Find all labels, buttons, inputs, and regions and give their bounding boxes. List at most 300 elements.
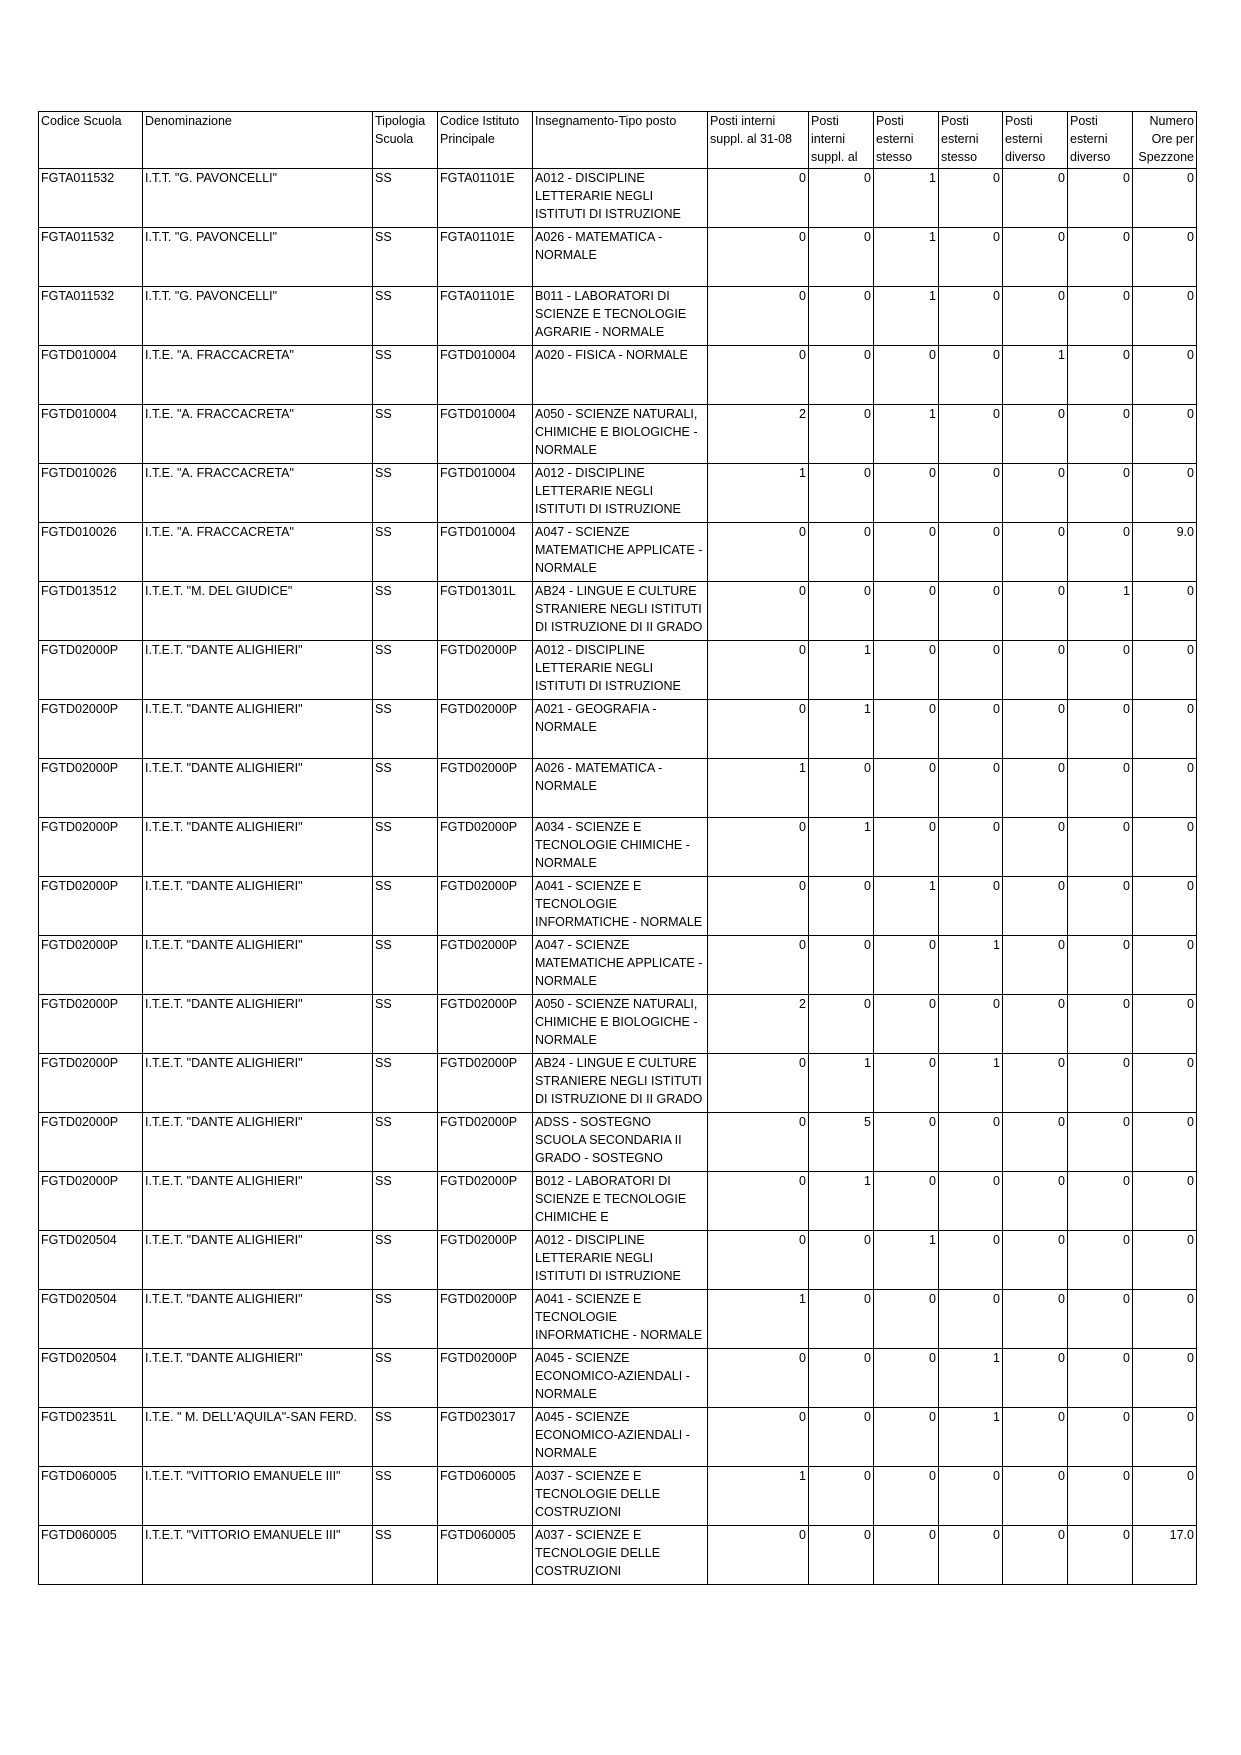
cell-text: FGTA011532	[41, 230, 115, 244]
cell-esterni3: 0	[1003, 582, 1068, 641]
cell-text: FGTD010004	[41, 407, 117, 421]
cell-text: I.T.E. "A. FRACCACRETA"	[145, 407, 294, 421]
cell-tipologia	[373, 1172, 438, 1231]
cell-text: I.T.T. "G. PAVONCELLI"	[145, 289, 278, 303]
cell-codice	[39, 169, 143, 228]
cell-istituto	[438, 1113, 533, 1172]
cell-text: FGTD02000P	[41, 879, 119, 893]
cell-esterni1: 0	[874, 818, 939, 877]
cell-ore: 0	[1133, 1349, 1197, 1408]
column-header-codice: Codice Scuola	[39, 112, 143, 169]
cell-text: FGTD02000P	[41, 1056, 119, 1070]
cell-text: I.T.E.T. "DANTE ALIGHIERI"	[145, 643, 303, 657]
cell-text: A037 - SCIENZE E TECNOLOGIE DELLE COSTRUZIONI	[535, 1469, 661, 1519]
cell-text: FGTD010026	[41, 466, 117, 480]
cell-text: FGTD02000P	[41, 702, 119, 716]
cell-text: FGTD02000P	[440, 1174, 518, 1188]
cell-text: FGTA011532	[41, 289, 115, 303]
cell-istituto	[438, 1054, 533, 1113]
cell-text: A050 - SCIENZE NATURALI, CHIMICHE E BIOLOGICHE - NORMALE	[535, 997, 698, 1047]
cell-esterni2: 1	[939, 1408, 1003, 1467]
cell-text: SS	[375, 938, 392, 952]
cell-text: FGTD020504	[41, 1351, 117, 1365]
cell-text: FGTD02000P	[440, 997, 518, 1011]
cell-interniSuppl: 0	[809, 346, 874, 405]
cell-esterni1: 1	[874, 287, 939, 346]
cell-insegnamento	[533, 759, 708, 818]
cell-interni3108: 0	[708, 936, 809, 995]
cell-text: FGTD02000P	[440, 761, 518, 775]
cell-interniSuppl: 0	[809, 169, 874, 228]
cell-interni3108: 0	[708, 1172, 809, 1231]
cell-esterni1: 0	[874, 641, 939, 700]
cell-esterni3: 0	[1003, 464, 1068, 523]
cell-esterni2: 1	[939, 1349, 1003, 1408]
cell-esterni3: 0	[1003, 169, 1068, 228]
cell-text: FGTD02000P	[440, 1351, 518, 1365]
cell-text: I.T.E.T. "VITTORIO EMANUELE III"	[145, 1528, 341, 1542]
cell-istituto	[438, 818, 533, 877]
cell-text: FGTD02000P	[41, 1115, 119, 1129]
cell-denominazione	[143, 1408, 373, 1467]
cell-esterni2: 0	[939, 1113, 1003, 1172]
cell-esterni4: 0	[1068, 287, 1133, 346]
cell-denominazione	[143, 1113, 373, 1172]
cell-insegnamento	[533, 936, 708, 995]
cell-esterni4: 0	[1068, 1113, 1133, 1172]
column-header-tipologia: Tipologia Scuola	[373, 112, 438, 169]
cell-text: A012 - DISCIPLINE LETTERARIE NEGLI ISTITUTI DI ISTRUZIONE	[535, 643, 681, 693]
cell-insegnamento	[533, 346, 708, 405]
cell-denominazione	[143, 1467, 373, 1526]
table-row	[39, 995, 1197, 1054]
cell-denominazione	[143, 700, 373, 759]
cell-text: SS	[375, 997, 392, 1011]
cell-ore: 9.0	[1133, 523, 1197, 582]
cell-insegnamento	[533, 464, 708, 523]
table-row	[39, 582, 1197, 641]
cell-ore: 0	[1133, 1408, 1197, 1467]
cell-text: I.T.E.T. "DANTE ALIGHIERI"	[145, 1233, 303, 1247]
cell-interni3108: 0	[708, 700, 809, 759]
cell-interni3108: 0	[708, 228, 809, 287]
cell-esterni1: 0	[874, 1054, 939, 1113]
cell-text: A050 - SCIENZE NATURALI, CHIMICHE E BIOLOGICHE - NORMALE	[535, 407, 698, 457]
cell-interni3108: 1	[708, 759, 809, 818]
cell-interniSuppl: 1	[809, 641, 874, 700]
cell-esterni2: 0	[939, 523, 1003, 582]
cell-interni3108: 0	[708, 1231, 809, 1290]
cell-esterni2: 0	[939, 818, 1003, 877]
cell-text: SS	[375, 1056, 392, 1070]
cell-codice	[39, 877, 143, 936]
cell-text: SS	[375, 820, 392, 834]
cell-esterni4: 0	[1068, 818, 1133, 877]
table-row	[39, 759, 1197, 818]
cell-esterni3: 0	[1003, 936, 1068, 995]
cell-tipologia	[373, 405, 438, 464]
cell-insegnamento	[533, 1054, 708, 1113]
cell-text: FGTD02000P	[41, 643, 119, 657]
cell-interniSuppl: 0	[809, 228, 874, 287]
cell-text: FGTD02000P	[440, 1292, 518, 1306]
cell-interni3108: 0	[708, 1526, 809, 1585]
cell-text: FGTA01101E	[440, 289, 515, 303]
table-row	[39, 641, 1197, 700]
cell-esterni4: 0	[1068, 405, 1133, 464]
cell-interni3108: 2	[708, 995, 809, 1054]
cell-istituto	[438, 1290, 533, 1349]
cell-istituto	[438, 700, 533, 759]
cell-codice	[39, 1172, 143, 1231]
cell-istituto	[438, 1349, 533, 1408]
cell-interni3108: 0	[708, 818, 809, 877]
cell-esterni3: 0	[1003, 1231, 1068, 1290]
cell-codice	[39, 936, 143, 995]
cell-insegnamento	[533, 641, 708, 700]
cell-text: SS	[375, 584, 392, 598]
cell-codice	[39, 759, 143, 818]
cell-denominazione	[143, 641, 373, 700]
cell-tipologia	[373, 1231, 438, 1290]
cell-esterni1: 0	[874, 1408, 939, 1467]
cell-interniSuppl: 5	[809, 1113, 874, 1172]
cell-istituto	[438, 641, 533, 700]
table-row	[39, 1231, 1197, 1290]
column-header-interni3108: Posti interni suppl. al 31-08	[708, 112, 809, 169]
cell-esterni1: 0	[874, 759, 939, 818]
cell-interni3108: 0	[708, 346, 809, 405]
table-row	[39, 464, 1197, 523]
cell-esterni4: 0	[1068, 169, 1133, 228]
cell-text: FGTA01101E	[440, 230, 515, 244]
cell-tipologia	[373, 228, 438, 287]
cell-interniSuppl: 0	[809, 936, 874, 995]
cell-codice	[39, 1290, 143, 1349]
cell-text: I.T.E. " M. DELL'AQUILA"-SAN FERD.	[145, 1410, 357, 1424]
cell-istituto	[438, 464, 533, 523]
cell-esterni4: 0	[1068, 700, 1133, 759]
cell-esterni1: 1	[874, 405, 939, 464]
cell-insegnamento	[533, 1231, 708, 1290]
cell-esterni4: 0	[1068, 464, 1133, 523]
cell-esterni3: 0	[1003, 700, 1068, 759]
cell-text: A026 - MATEMATICA - NORMALE	[535, 230, 663, 262]
cell-tipologia	[373, 1467, 438, 1526]
cell-codice	[39, 1054, 143, 1113]
cell-text: A047 - SCIENZE MATEMATICHE APPLICATE - NORMALE	[535, 938, 703, 988]
cell-text: SS	[375, 702, 392, 716]
cell-text: FGTD020504	[41, 1292, 117, 1306]
cell-text: SS	[375, 171, 392, 185]
cell-interniSuppl: 1	[809, 1172, 874, 1231]
cell-codice	[39, 1349, 143, 1408]
cell-esterni4: 0	[1068, 641, 1133, 700]
column-header-insegnamento: Insegnamento-Tipo posto	[533, 112, 708, 169]
cell-esterni1: 0	[874, 1172, 939, 1231]
cell-text: FGTD02000P	[440, 820, 518, 834]
cell-esterni1: 0	[874, 700, 939, 759]
cell-text: AB24 - LINGUE E CULTURE STRANIERE NEGLI ISTITUTI DI ISTRUZIONE DI II GRADO	[535, 1056, 703, 1106]
cell-text: SS	[375, 466, 392, 480]
cell-text: FGTD010026	[41, 525, 117, 539]
cell-codice	[39, 464, 143, 523]
cell-text: I.T.E. "A. FRACCACRETA"	[145, 525, 294, 539]
column-header-esterni2: Posti esterni stesso	[939, 112, 1003, 169]
cell-esterni3: 0	[1003, 1526, 1068, 1585]
cell-esterni2: 0	[939, 1467, 1003, 1526]
cell-text: I.T.T. "G. PAVONCELLI"	[145, 171, 278, 185]
cell-esterni3: 0	[1003, 1467, 1068, 1526]
cell-istituto	[438, 995, 533, 1054]
cell-esterni4: 0	[1068, 995, 1133, 1054]
cell-text: FGTD02351L	[41, 1410, 117, 1424]
cell-esterni2: 0	[939, 582, 1003, 641]
cell-esterni1: 0	[874, 1349, 939, 1408]
cell-istituto	[438, 169, 533, 228]
cell-codice	[39, 995, 143, 1054]
cell-insegnamento	[533, 169, 708, 228]
cell-text: I.T.E.T. "DANTE ALIGHIERI"	[145, 702, 303, 716]
cell-ore: 0	[1133, 169, 1197, 228]
cell-esterni4: 0	[1068, 228, 1133, 287]
cell-text: I.T.T. "G. PAVONCELLI"	[145, 230, 278, 244]
cell-esterni2: 0	[939, 700, 1003, 759]
cell-text: FGTA011532	[41, 171, 115, 185]
cell-text: A045 - SCIENZE ECONOMICO-AZIENDALI - NORMALE	[535, 1351, 690, 1401]
cell-text: A012 - DISCIPLINE LETTERARIE NEGLI ISTITUTI DI ISTRUZIONE	[535, 466, 681, 516]
cell-text: A034 - SCIENZE E TECNOLOGIE CHIMICHE - NORMALE	[535, 820, 690, 870]
cell-text: FGTD02000P	[440, 1115, 518, 1129]
cell-text: I.T.E.T. "DANTE ALIGHIERI"	[145, 1292, 303, 1306]
cell-tipologia	[373, 995, 438, 1054]
table-row	[39, 1467, 1197, 1526]
cell-interniSuppl: 1	[809, 700, 874, 759]
cell-istituto	[438, 1231, 533, 1290]
cell-esterni2: 1	[939, 936, 1003, 995]
cell-denominazione	[143, 228, 373, 287]
cell-text: SS	[375, 407, 392, 421]
cell-text: FGTD060005	[440, 1469, 516, 1483]
cell-text: I.T.E. "A. FRACCACRETA"	[145, 348, 294, 362]
cell-insegnamento	[533, 287, 708, 346]
cell-text: I.T.E.T. "DANTE ALIGHIERI"	[145, 1056, 303, 1070]
cell-text: FGTD010004	[440, 466, 516, 480]
cell-text: A041 - SCIENZE E TECNOLOGIE INFORMATICHE - NORMALE	[535, 879, 703, 929]
cell-text: A012 - DISCIPLINE LETTERARIE NEGLI ISTITUTI DI ISTRUZIONE	[535, 1233, 681, 1283]
cell-esterni2: 0	[939, 169, 1003, 228]
cell-insegnamento	[533, 582, 708, 641]
cell-ore: 0	[1133, 464, 1197, 523]
cell-esterni4: 0	[1068, 936, 1133, 995]
cell-tipologia	[373, 169, 438, 228]
cell-esterni2: 0	[939, 228, 1003, 287]
cell-text: I.T.E.T. "DANTE ALIGHIERI"	[145, 938, 303, 952]
cell-istituto	[438, 228, 533, 287]
cell-ore: 0	[1133, 1054, 1197, 1113]
cell-esterni2: 0	[939, 1231, 1003, 1290]
cell-text: I.T.E.T. "M. DEL GIUDICE"	[145, 584, 293, 598]
cell-interniSuppl: 0	[809, 1290, 874, 1349]
cell-ore: 0	[1133, 700, 1197, 759]
cell-esterni1: 0	[874, 1113, 939, 1172]
cell-denominazione	[143, 1172, 373, 1231]
cell-ore: 0	[1133, 759, 1197, 818]
cell-codice	[39, 287, 143, 346]
cell-esterni3: 0	[1003, 1172, 1068, 1231]
cell-istituto	[438, 759, 533, 818]
cell-istituto	[438, 582, 533, 641]
cell-text: ADSS - SOSTEGNO SCUOLA SECONDARIA II GRADO - SOSTEGNO	[535, 1115, 682, 1165]
cell-interni3108: 1	[708, 1290, 809, 1349]
cell-ore: 17.0	[1133, 1526, 1197, 1585]
cell-insegnamento	[533, 1349, 708, 1408]
cell-ore: 0	[1133, 1467, 1197, 1526]
cell-esterni2: 0	[939, 1172, 1003, 1231]
cell-text: A041 - SCIENZE E TECNOLOGIE INFORMATICHE - NORMALE	[535, 1292, 703, 1342]
cell-text: SS	[375, 1410, 392, 1424]
cell-interni3108: 0	[708, 287, 809, 346]
cell-esterni3: 0	[1003, 287, 1068, 346]
cell-esterni1: 0	[874, 464, 939, 523]
cell-insegnamento	[533, 995, 708, 1054]
cell-ore: 0	[1133, 1172, 1197, 1231]
cell-tipologia	[373, 1113, 438, 1172]
cell-denominazione	[143, 523, 373, 582]
cell-istituto	[438, 405, 533, 464]
cell-codice	[39, 1231, 143, 1290]
cell-text: I.T.E. "A. FRACCACRETA"	[145, 466, 294, 480]
cell-codice	[39, 1467, 143, 1526]
cell-insegnamento	[533, 1290, 708, 1349]
cell-denominazione	[143, 995, 373, 1054]
table-row	[39, 346, 1197, 405]
cell-text: FGTD023017	[440, 1410, 516, 1424]
cell-interniSuppl: 0	[809, 877, 874, 936]
cell-codice	[39, 641, 143, 700]
cell-insegnamento	[533, 1408, 708, 1467]
cell-text: A021 - GEOGRAFIA - NORMALE	[535, 702, 657, 734]
cell-codice	[39, 1408, 143, 1467]
cell-text: FGTD02000P	[41, 997, 119, 1011]
cell-esterni1: 0	[874, 995, 939, 1054]
cell-esterni2: 0	[939, 759, 1003, 818]
cell-denominazione	[143, 1231, 373, 1290]
cell-denominazione	[143, 287, 373, 346]
cell-ore: 0	[1133, 877, 1197, 936]
cell-tipologia	[373, 1349, 438, 1408]
table-row	[39, 1349, 1197, 1408]
cell-denominazione	[143, 582, 373, 641]
cell-text: FGTD060005	[41, 1469, 117, 1483]
cell-interni3108: 2	[708, 405, 809, 464]
cell-interniSuppl: 0	[809, 759, 874, 818]
cell-esterni4: 0	[1068, 1290, 1133, 1349]
cell-text: A020 - FISICA - NORMALE	[535, 348, 688, 362]
cell-interni3108: 0	[708, 1408, 809, 1467]
cell-insegnamento	[533, 700, 708, 759]
cell-interni3108: 0	[708, 1054, 809, 1113]
cell-text: FGTD02000P	[41, 761, 119, 775]
cell-insegnamento	[533, 877, 708, 936]
cell-ore: 0	[1133, 641, 1197, 700]
cell-denominazione	[143, 1290, 373, 1349]
cell-text: A012 - DISCIPLINE LETTERARIE NEGLI ISTITUTI DI ISTRUZIONE	[535, 171, 681, 221]
cell-text: FGTD02000P	[41, 820, 119, 834]
column-header-ore: Numero Ore per Spezzone	[1133, 112, 1197, 169]
cell-codice	[39, 1113, 143, 1172]
cell-text: I.T.E.T. "DANTE ALIGHIERI"	[145, 1351, 303, 1365]
cell-esterni3: 0	[1003, 1113, 1068, 1172]
cell-interniSuppl: 0	[809, 405, 874, 464]
cell-text: A037 - SCIENZE E TECNOLOGIE DELLE COSTRUZIONI	[535, 1528, 661, 1578]
cell-insegnamento	[533, 228, 708, 287]
cell-tipologia	[373, 287, 438, 346]
cell-text: SS	[375, 1528, 392, 1542]
cell-codice	[39, 700, 143, 759]
cell-istituto	[438, 877, 533, 936]
cell-esterni1: 0	[874, 523, 939, 582]
cell-esterni1: 1	[874, 877, 939, 936]
cell-text: I.T.E.T. "DANTE ALIGHIERI"	[145, 820, 303, 834]
cell-denominazione	[143, 1526, 373, 1585]
cell-esterni3: 1	[1003, 346, 1068, 405]
cell-esterni1: 1	[874, 228, 939, 287]
cell-esterni3: 0	[1003, 1349, 1068, 1408]
cell-codice	[39, 405, 143, 464]
cell-esterni4: 0	[1068, 1231, 1133, 1290]
cell-esterni2: 0	[939, 1290, 1003, 1349]
cell-esterni4: 0	[1068, 1054, 1133, 1113]
cell-text: A026 - MATEMATICA - NORMALE	[535, 761, 663, 793]
cell-esterni2: 0	[939, 641, 1003, 700]
cell-interniSuppl: 1	[809, 1054, 874, 1113]
cell-insegnamento	[533, 1172, 708, 1231]
cell-esterni3: 0	[1003, 523, 1068, 582]
cell-tipologia	[373, 818, 438, 877]
cell-text: FGTD060005	[440, 1528, 516, 1542]
cell-tipologia	[373, 641, 438, 700]
cell-text: SS	[375, 643, 392, 657]
cell-text: SS	[375, 289, 392, 303]
cell-interniSuppl: 0	[809, 464, 874, 523]
column-header-istituto: Codice Istituto Principale	[438, 112, 533, 169]
cell-denominazione	[143, 405, 373, 464]
cell-insegnamento	[533, 1467, 708, 1526]
cell-istituto	[438, 287, 533, 346]
cell-text: FGTD02000P	[440, 938, 518, 952]
cell-tipologia	[373, 936, 438, 995]
cell-ore: 0	[1133, 995, 1197, 1054]
cell-esterni3: 0	[1003, 1290, 1068, 1349]
cell-istituto	[438, 936, 533, 995]
cell-denominazione	[143, 1054, 373, 1113]
cell-text: SS	[375, 1469, 392, 1483]
cell-istituto	[438, 346, 533, 405]
column-header-denominazione: Denominazione	[143, 112, 373, 169]
cell-esterni4: 0	[1068, 1408, 1133, 1467]
cell-text: FGTD02000P	[41, 938, 119, 952]
cell-denominazione	[143, 1349, 373, 1408]
table-row	[39, 228, 1197, 287]
cell-denominazione	[143, 759, 373, 818]
cell-text: FGTD010004	[41, 348, 117, 362]
cell-text: FGTD02000P	[440, 879, 518, 893]
cell-tipologia	[373, 1290, 438, 1349]
cell-ore: 0	[1133, 1290, 1197, 1349]
cell-esterni4: 0	[1068, 1467, 1133, 1526]
cell-esterni2: 0	[939, 346, 1003, 405]
